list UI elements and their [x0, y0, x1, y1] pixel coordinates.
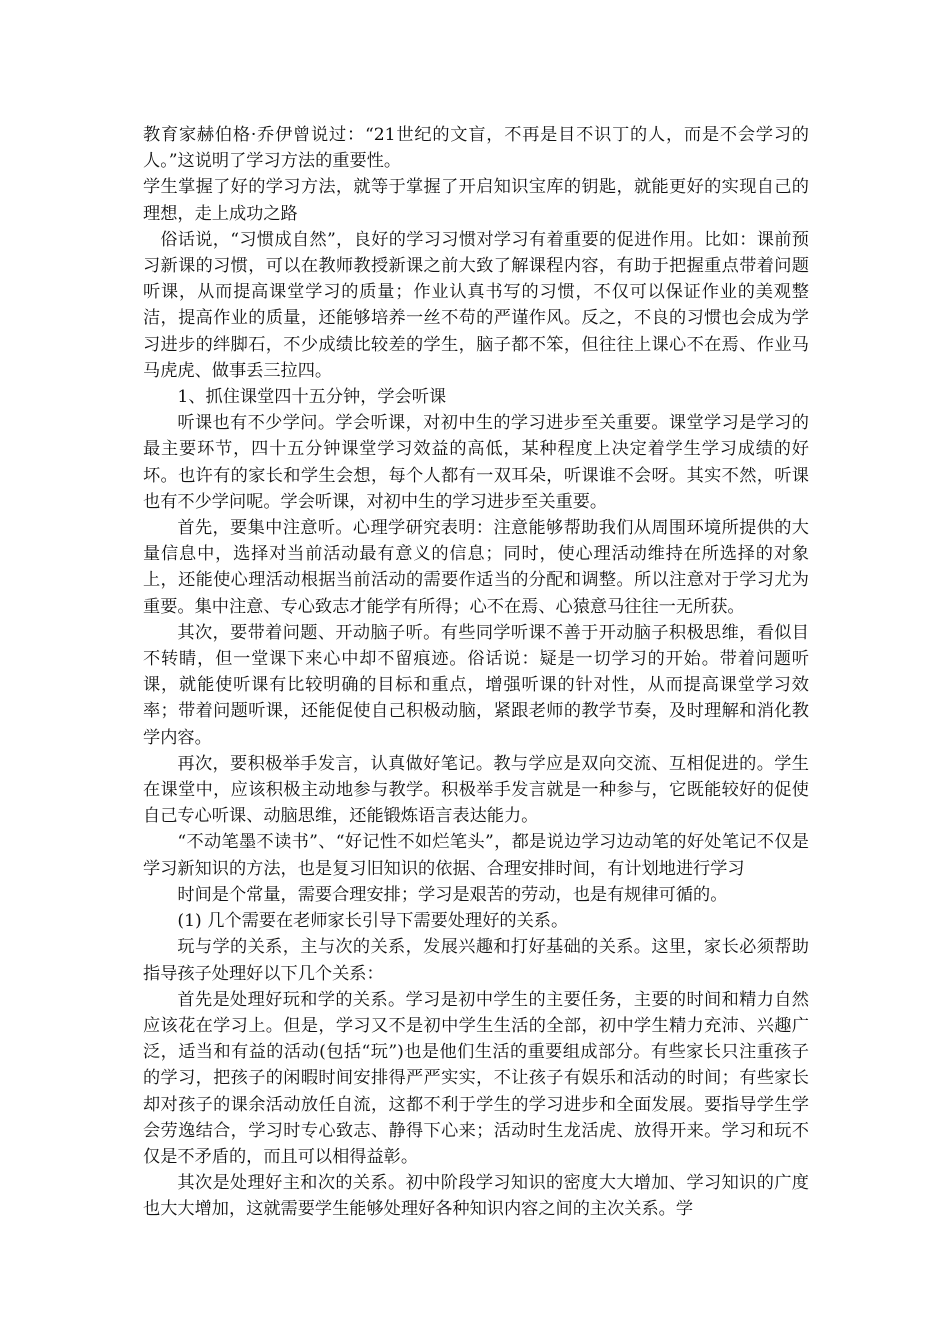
paragraph-questions: 其次，要带着问题、开动脑子听。有些同学听课不善于开动脑子积极思维，看似目不转睛，但一堂课下来心中却不留痕迹。俗话说：疑是一切学习的开始。带着问题听课，就能使听课有比较明确的目标和重点，增强听课的针对性，从而提高课堂学习效率；带着问题听课，还能促使自己积极动脑，紧跟老师的教学节奏，及时理解和消化教学内容。: [143, 622, 809, 748]
paragraph-quote: 教育家赫伯格·乔伊曾说过：“21世纪的文盲，不再是目不识丁的人，而是不会学习的人。”这说明了学习方法的重要性。: [143, 125, 809, 172]
paragraph-method: 学生掌握了好的学习方法，就等于掌握了开启知识宝库的钥匙，就能更好的实现自己的理想，走上成功之路: [143, 177, 809, 224]
paragraph-notes: “不动笔墨不读书”、“好记性不如烂笔头”，都是说边学习边动笔的好处笔记不仅是学习新知识的方法，也是复习旧知识的依据、合理安排时间，有计划地进行学习: [143, 832, 809, 879]
paragraph-speaking: 再次，要积极举手发言，认真做好笔记。教与学应是双向交流、互相促进的。学生在课堂中，应该积极主动地参与教学。积极举手发言就是一种参与，它既能较好的促使自己专心听课、动脑思维，还能锻炼语言表达能力。: [143, 753, 809, 827]
paragraph-main-minor: 其次是处理好主和次的关系。初中阶段学习知识的密度大大增加、学习知识的广度也大大增加，这就需要学生能够处理好各种知识内容之间的主次关系。学: [143, 1173, 809, 1220]
document-body: [143, 122, 809, 1223]
paragraph-time: 时间是个常量，需要合理安排；学习是艰苦的劳动，也是有规律可循的。: [177, 884, 728, 905]
paragraph-play-study: 首先是处理好玩和学的关系。学习是初中学生的主要任务，主要的时间和精力自然应该花在学习上。但是，学习又不是初中学生生活的全部，初中学生精力充沛、兴趣广泛，适当和有益的活动(包括“玩”)也是他们生活的重要组成部分。有些家长只注重孩子的学习，把孩子的闲暇时间安排得严严实实，不让孩子有娱乐和活动的时间；有些家长却对孩子的课余活动放任自流，这都不利于学生的学习进步和全面发展。要指导学生学会劳逸结合，学习时专心致志、静得下心来；活动时生龙活虎、放得开来。学习和玩不仅是不矛盾的，而且可以相得益彰。: [143, 989, 809, 1167]
section-heading-relations: (1) 几个需要在老师家长引导下需要处理好的关系。: [177, 911, 569, 932]
paragraph-listening: 听课也有不少学问。学会听课，对初中生的学习进步至关重要。课堂学习是学习的最主要环节，四十五分钟课堂学习效益的高低，某种程度上决定着学生学习成绩的好坏。也许有的家长和学生会想，每个人都有一双耳朵，听课谁不会呀。其实不然，听课也有不少学问呢。学会听课，对初中生的学习进步至关重要。: [143, 413, 809, 512]
paragraph-habits: 俗话说，“习惯成自然”，良好的学习习惯对学习有着重要的促进作用。比如：课前预习新课的习惯，可以在教师教授新课之前大致了解课程内容，有助于把握重点带着问题听课，从而提高课堂学习的质量；作业认真书写的习惯，不仅可以保证作业的美观整洁，提高作业的质量，还能够培养一丝不苟的严谨作风。反之，不良的习惯也会成为学习进步的绊脚石，不少成绩比较差的学生，脑子都不笨，但往往上课心不在焉、作业马马虎虎、做事丢三拉四。: [143, 229, 809, 381]
section-heading-listening: 1、抓住课堂四十五分钟，学会听课: [177, 387, 447, 408]
paragraph-relations: 玩与学的关系，主与次的关系，发展兴趣和打好基础的关系。这里，家长必须帮助指导孩子处理好以下几个关系：: [143, 937, 809, 984]
paragraph-attention: 首先，要集中注意听。心理学研究表明：注意能够帮助我们从周围环境所提供的大量信息中，选择对当前活动最有意义的信息；同时，使心理活动维持在所选择的对象上，还能使心理活动根据当前活动的需要作适当的分配和调整。所以注意对于学习尤为重要。集中注意、专心致志才能学有所得；心不在焉、心猿意马往往一无所获。: [143, 518, 809, 617]
